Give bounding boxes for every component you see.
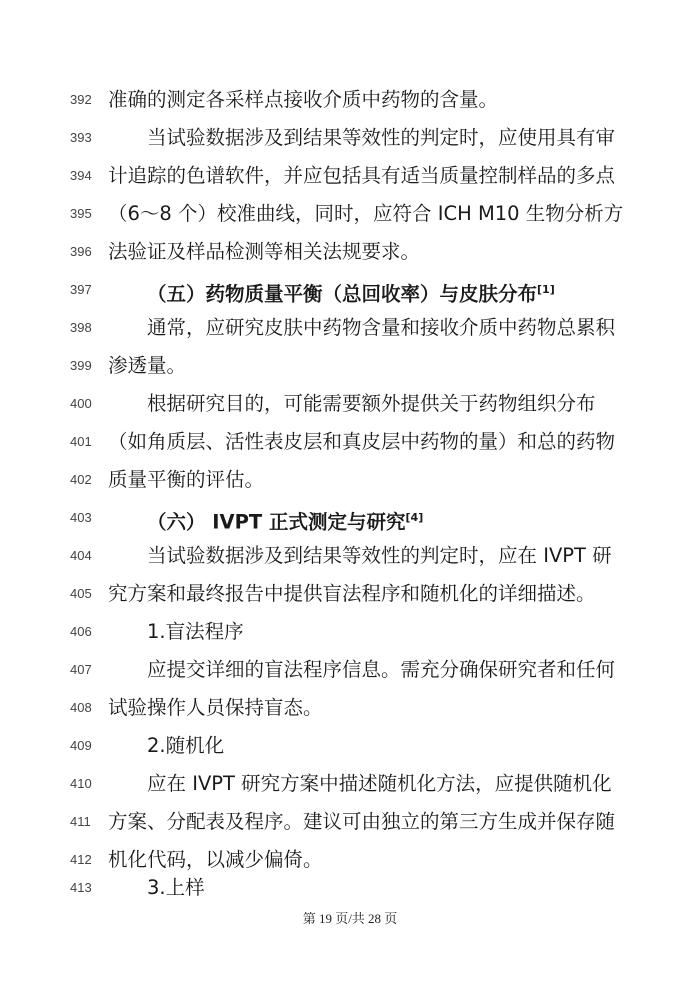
heading-text: （六） IVPT 正式测定与研究 <box>147 510 406 534</box>
paragraph-text: （如角质层、活性表皮层和真皮层中药物的量）和总的药物 <box>108 430 616 453</box>
text-line <box>0 574 700 614</box>
paragraph-text: 应在 IVPT 研究方案中描述随机化方法，应提供随机化 <box>147 772 612 795</box>
line-number: 394 <box>70 168 92 183</box>
text-line <box>0 270 700 310</box>
line-number: 404 <box>70 548 92 563</box>
subsection-heading: 3.上样 <box>147 876 205 899</box>
line-number: 408 <box>70 700 92 715</box>
line-number: 401 <box>70 434 92 449</box>
text-line <box>0 650 700 690</box>
text-line <box>0 194 700 234</box>
text-line <box>0 868 700 908</box>
text-line <box>0 764 700 804</box>
paragraph-text: 质量平衡的评估。 <box>108 468 265 491</box>
paragraph-text: 通常，应研究皮肤中药物含量和接收介质中药物总累积 <box>147 316 616 339</box>
line-number: 399 <box>70 358 92 373</box>
paragraph-text: 计追踪的色谱软件，并应包括具有适当质量控制样品的多点 <box>108 164 616 187</box>
text-line <box>0 232 700 272</box>
paragraph-text: 机化代码，以减少偏倚。 <box>108 848 323 871</box>
text-line <box>0 726 700 766</box>
paragraph-text: 渗透量。 <box>108 354 187 377</box>
paragraph-text: （6～8 个）校准曲线，同时，应符合 ICH M10 生物分析方 <box>108 202 624 225</box>
text-line <box>0 384 700 424</box>
subsection-heading: 1.盲法程序 <box>147 620 244 643</box>
text-line <box>0 156 700 196</box>
line-number: 400 <box>70 396 92 411</box>
line-number: 396 <box>70 244 92 259</box>
line-number: 409 <box>70 738 92 753</box>
text-line <box>0 688 700 728</box>
line-number: 395 <box>70 206 92 221</box>
paragraph-text: 根据研究目的，可能需要额外提供关于药物组织分布 <box>147 392 596 415</box>
text-line <box>0 498 700 538</box>
text-line <box>0 536 700 576</box>
subsection-heading: 2.随机化 <box>147 734 225 757</box>
line-number: 402 <box>70 472 92 487</box>
text-line <box>0 118 700 158</box>
line-number: 412 <box>70 852 92 867</box>
line-number: 397 <box>70 282 92 297</box>
line-number: 405 <box>70 586 92 601</box>
text-line <box>0 612 700 652</box>
line-number: 393 <box>70 130 92 145</box>
text-line <box>0 308 700 348</box>
text-line <box>0 802 700 842</box>
reference-marker: [4] <box>405 511 424 524</box>
line-number: 407 <box>70 662 92 677</box>
text-line <box>0 422 700 462</box>
line-number: 413 <box>70 880 92 895</box>
line-number: 406 <box>70 624 92 639</box>
paragraph-text: 当试验数据涉及到结果等效性的判定时，应在 IVPT 研 <box>147 544 612 567</box>
line-number: 411 <box>70 814 91 829</box>
text-line <box>0 346 700 386</box>
paragraph-text: 法验证及样品检测等相关法规要求。 <box>108 240 421 263</box>
reference-marker: [1] <box>537 283 555 296</box>
paragraph-text: 应提交详细的盲法程序信息。需充分确保研究者和任何 <box>147 658 616 681</box>
line-number: 392 <box>70 92 92 107</box>
paragraph-text: 试验操作人员保持盲态。 <box>108 696 323 719</box>
text-line <box>0 80 700 120</box>
paragraph-text: 方案、分配表及程序。建议可由独立的第三方生成并保存随 <box>108 810 616 833</box>
text-line <box>0 460 700 500</box>
page-footer: 第 19 页/共 28 页 <box>302 911 398 926</box>
line-number: 403 <box>70 510 92 525</box>
paragraph-text: 准确的测定各采样点接收介质中药物的含量。 <box>108 88 499 111</box>
paragraph-text: 究方案和最终报告中提供盲法程序和随机化的详细描述。 <box>108 582 596 605</box>
paragraph-text: 当试验数据涉及到结果等效性的判定时，应使用具有审 <box>147 126 616 149</box>
heading-text: （五）药物质量平衡（总回收率）与皮肤分布 <box>147 282 538 306</box>
line-number: 410 <box>70 776 92 791</box>
line-number: 398 <box>70 320 92 335</box>
